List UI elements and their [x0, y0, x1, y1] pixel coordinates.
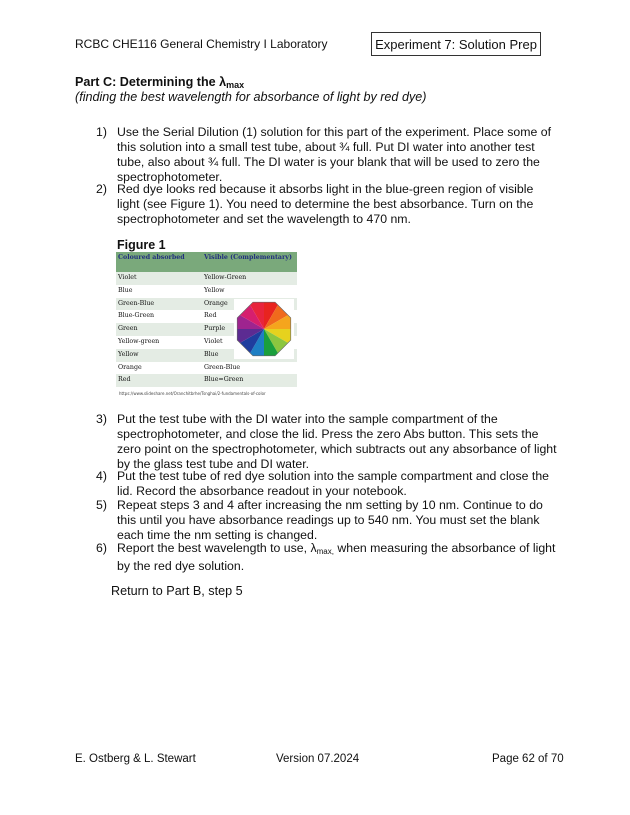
step-text-part: when measuring the absorbance of light by the red dye solution. — [117, 541, 556, 573]
table-cell: Blue — [116, 285, 202, 298]
table-cell: Blue=Green — [202, 374, 297, 387]
table-cell: Green-Blue — [116, 298, 202, 311]
step-text: Use the Serial Dilution (1) solution for this part of the experiment. Place some of this solution into a small test tube, about ¾ full. Put DI water into another test tube, also about ¾ full. The DI water is your blank that will be used to zero the spectrophotometer. — [117, 125, 552, 184]
table-cell: Green-Blue — [202, 362, 297, 375]
step-5 — [96, 498, 558, 543]
step-number: 1) — [96, 125, 107, 139]
step-text: Put the test tube of red dye solution into the sample compartment and close the lid. Record the absorbance readout in your notebook. — [117, 469, 550, 498]
color-wheel — [234, 299, 294, 359]
step-number: 4) — [96, 469, 107, 483]
step-text: Repeat steps 3 and 4 after increasing the nm setting by 10 nm. Continue to do this until you have absorbance readings up to 540 nm. You must set the blank each time the nm setting is changed. — [117, 498, 543, 542]
table-cell: Blue-Green — [116, 310, 202, 323]
step-number: 2) — [96, 182, 107, 196]
table-cell: Violet — [202, 336, 297, 349]
header-course: RCBC CHE116 General Chemistry I Laboratory — [75, 37, 328, 51]
table-row — [116, 374, 297, 387]
step-1 — [96, 125, 558, 185]
table-header-cell: Coloured absorbed — [116, 252, 202, 272]
step-4 — [96, 469, 558, 499]
footer-version: Version 07.2024 — [276, 753, 360, 765]
table-cell: Purple — [202, 323, 297, 336]
table-cell: Yellow-green — [116, 336, 202, 349]
header-experiment-box: Experiment 7: Solution Prep — [371, 32, 541, 56]
table-header-row — [116, 252, 297, 272]
table-cell: Orange — [202, 298, 297, 311]
footer-page-number: Page 62 of 70 — [492, 753, 564, 765]
step-3 — [96, 412, 558, 472]
table-cell: Yellow — [116, 349, 202, 362]
figure-credit: https://www.slideshare.net/Oranchitbrhe/Tsnghai/2-fundamentals-of-color — [116, 387, 297, 400]
step-text-part: Report the best wavelength to use, λ — [117, 541, 317, 555]
step-text: Red dye looks red because it absorbs light in the blue-green region of visible light (see Figure 1). You need to determine the best absorbance. Turn on the spectrophotometer and set the wavelength to 470 nm. — [117, 182, 534, 226]
step-2 — [96, 182, 558, 227]
step-number: 5) — [96, 498, 107, 512]
step-text — [117, 541, 558, 574]
table-cell: Orange — [116, 362, 202, 375]
part-subtitle: (finding the best wavelength for absorbance of light by red dye) — [75, 90, 427, 104]
table-cell: Green — [116, 323, 202, 336]
part-title-sub: max — [226, 80, 245, 90]
table-row — [116, 272, 297, 285]
table-row — [116, 362, 297, 375]
table-row — [116, 285, 297, 298]
table-cell: Yellow-Green — [202, 272, 297, 285]
table-credit-row — [116, 387, 297, 400]
lambda-max-sub: max, — [316, 547, 334, 556]
return-instruction: Return to Part B, step 5 — [111, 584, 243, 598]
figure-title: Figure 1 — [117, 238, 166, 252]
step-6 — [96, 541, 558, 574]
figure-color-table — [116, 252, 297, 400]
table-cell: Yellow — [202, 285, 297, 298]
step-number: 3) — [96, 412, 107, 426]
table-cell: Red — [202, 310, 297, 323]
table-cell: Violet — [116, 272, 202, 285]
table-cell: Red — [116, 374, 202, 387]
step-text: Put the test tube with the DI water into the sample compartment of the spectrophotometer, and close the lid. Press the zero Abs button. This sets the zero point on the spectrophotometer, which subtracts out any absorbance of light by the glass test tube and DI water. — [117, 412, 557, 471]
step-number: 6) — [96, 541, 107, 555]
part-title-text: Part C: Determining the λ — [75, 75, 227, 89]
footer-authors: E. Ostberg & L. Stewart — [75, 753, 196, 765]
table-cell: Blue — [202, 349, 297, 362]
table-header-cell: Visible (Complementary) — [202, 252, 297, 272]
